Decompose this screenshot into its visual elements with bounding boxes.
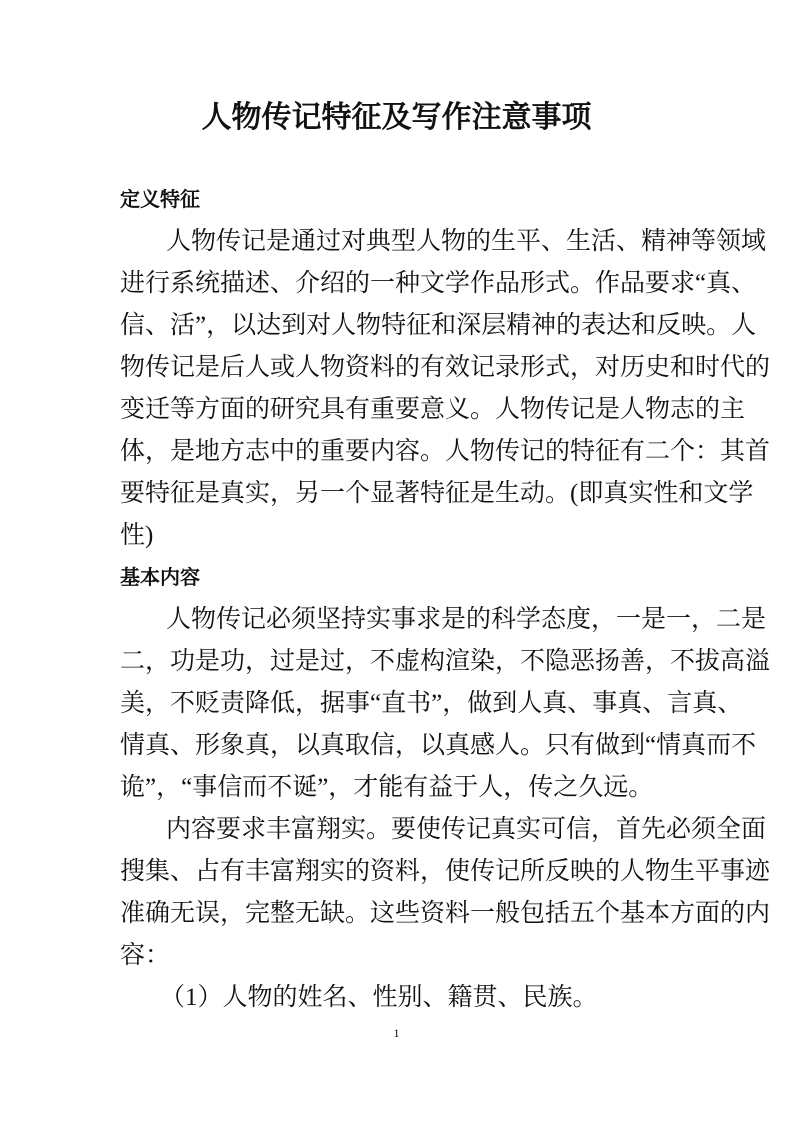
paragraph-line: 准确无误，完整无缺。这些资料一般包括五个基本方面的内 <box>120 900 771 927</box>
paragraph-line: 人物传记必须坚持实事求是的科学态度，一是一，二是 <box>166 606 767 633</box>
paragraph-line: 内容要求丰富翔实。要使传记真实可信，首先必须全面 <box>166 816 767 843</box>
paragraph-line: 物传记是后人或人物资料的有效记录形式，对历史和时代的 <box>120 354 771 381</box>
paragraph-line: 要特征是真实，另一个显著特征是生动。(即真实性和文学 <box>120 480 754 507</box>
section-heading: 定义特征 <box>120 189 200 211</box>
paragraph-line: 情真、形象真，以真取信，以真感人。只有做到“情真而不 <box>120 732 757 759</box>
paragraph-line: 诡”，“事信而不诞”，才能有益于人，传之久远。 <box>120 774 654 801</box>
paragraph-line: 性) <box>120 522 154 549</box>
paragraph-line: 容： <box>120 942 171 969</box>
paragraph-line: 美，不贬责降低，据事“直书”，做到人真、事真、言真、 <box>120 690 743 717</box>
paragraph-line: 体，是地方志中的重要内容。人物传记的特征有二个：其首 <box>120 438 771 465</box>
page-number: 1 <box>393 1026 400 1040</box>
list-item: （1）人物的姓名、性别、籍贯、民族。 <box>160 984 598 1011</box>
paragraph-line: 人物传记是通过对典型人物的生平、生活、精神等领域 <box>166 228 767 255</box>
paragraph-line: 搜集、占有丰富翔实的资料，使传记所反映的人物生平事迹 <box>120 858 771 885</box>
document-body <box>120 179 771 1019</box>
paragraph-line: 进行系统描述、介绍的一种文学作品形式。作品要求“真、 <box>120 270 757 297</box>
paragraph-line: 变迁等方面的研究具有重要意义。人物传记是人物志的主 <box>120 396 746 423</box>
paragraph-line: 信、活”，以达到对人物特征和深层精神的表达和反映。人 <box>120 312 757 339</box>
document-title: 人物传记特征及写作注意事项 <box>201 101 592 134</box>
paragraph-line: 二，功是功，过是过，不虚构渲染，不隐恶扬善，不拔高溢 <box>120 648 771 675</box>
section-heading: 基本内容 <box>120 567 200 589</box>
